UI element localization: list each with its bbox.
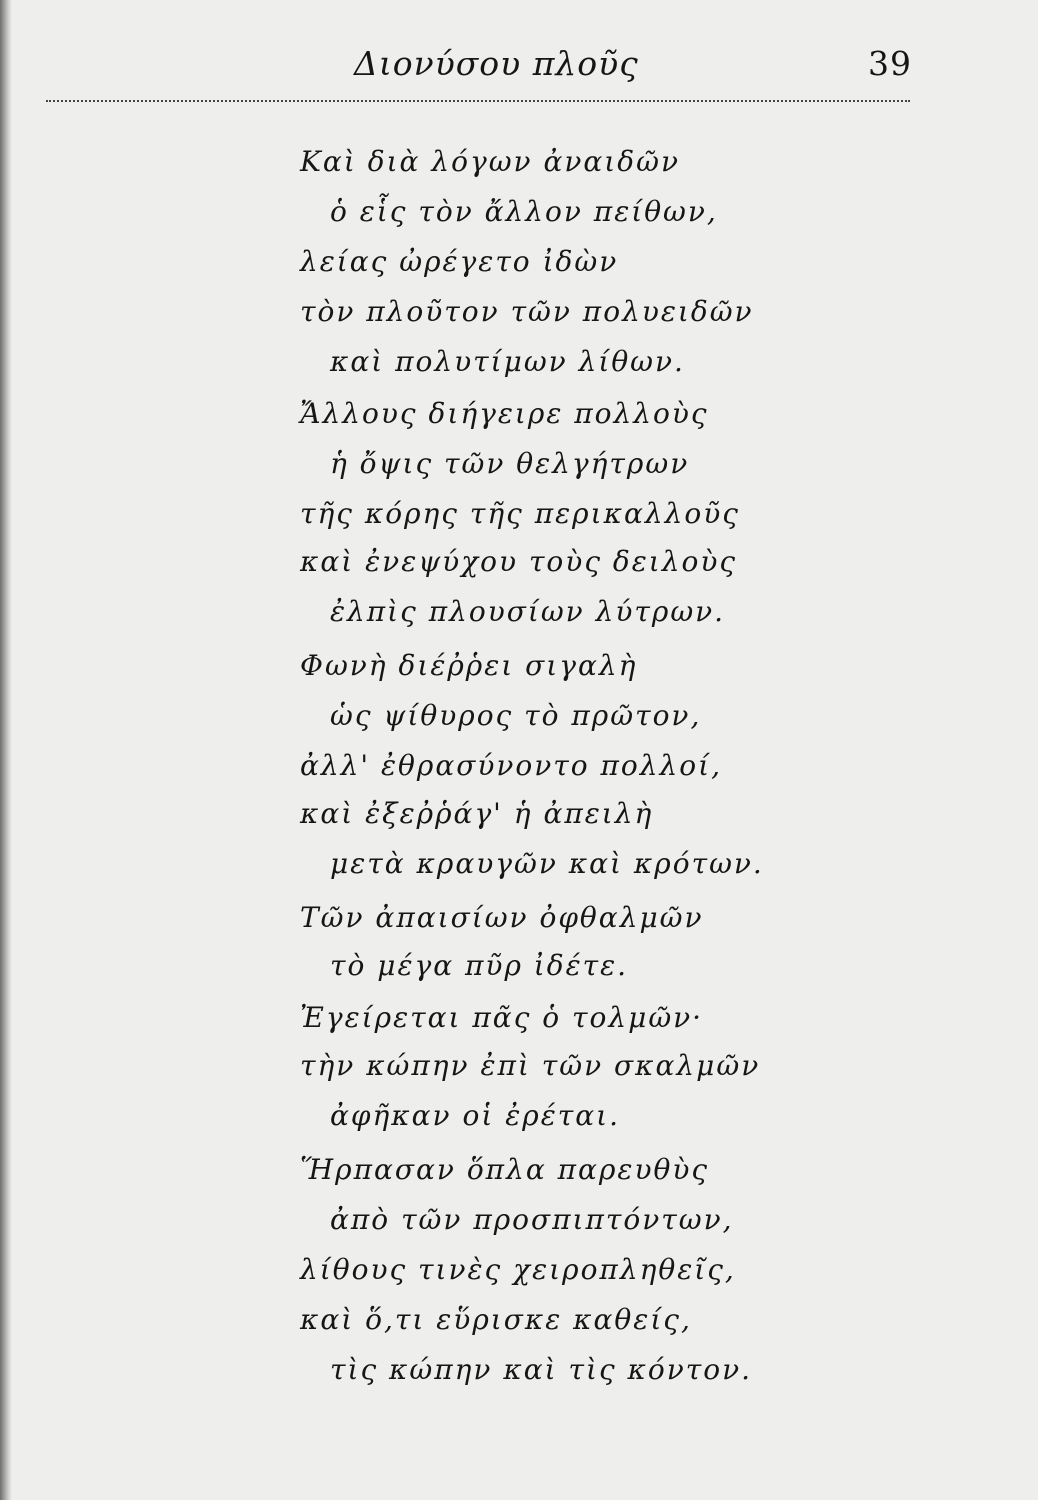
poem-line: τὴν κώπην ἐπὶ τῶν σκαλμῶν [300,1049,761,1082]
poem-line: τὸ μέγα πῦρ ἰδέτε. [330,949,629,982]
page-number: 39 [868,44,912,83]
poem-line: ἀπὸ τῶν προσπιπτόντων, [330,1203,734,1236]
poem-line: ἀφῆκαν οἱ ἐρέται. [330,1099,621,1132]
poem-line: καὶ πολυτίμων λίθων. [330,345,685,378]
poem-line: μετὰ κραυγῶν καὶ κρότων. [330,847,764,880]
poem-line: ὡς ψίθυρος τὸ πρῶτον, [330,699,702,732]
poem-line: λίθους τινὲς χειροπληθεῖς, [300,1253,736,1286]
poem-line: ἀλλ' ἐθρασύνοντο πολλοί, [300,749,723,782]
poem-line: Τῶν ἀπαισίων ὀφθαλμῶν [300,901,704,934]
poem-line: ὁ εἷς τὸν ἄλλον πείθων, [330,195,718,228]
poem-line: τὶς κώπην καὶ τὶς κόντον. [330,1353,753,1386]
poem-line: ἐλπὶς πλουσίων λύτρων. [330,595,726,628]
poem-line: καὶ ἐνεψύχου τοὺς δειλοὺς [300,545,738,578]
poem-line: τῆς κόρης τῆς περικαλλοῦς [300,497,740,530]
poem-line: Ἐγείρεται πᾶς ὁ τολμῶν· [300,1001,704,1034]
poem-line: καὶ ὅ,τι εὕρισκε καθείς, [300,1303,692,1336]
poem-line: Καὶ διὰ λόγων ἀναιδῶν [300,145,680,178]
running-title: Διονύσου πλοῦς [354,44,639,83]
poem-line: καὶ ἐξεῤῥάγ' ἡ ἀπειλὴ [300,797,654,830]
poem-line: λείας ὠρέγετο ἰδὼν [300,245,619,278]
poem-line: ἡ ὄψις τῶν θελγήτρων [330,447,690,480]
poem-line: Ἄλλους διήγειρε πολλοὺς [300,397,709,430]
poem-line: Ἥρπασαν ὅπλα παρευθὺς [300,1153,710,1186]
poem-line: Φωνὴ διέῤῥει σιγαλὴ [300,649,638,682]
poem-line: τὸν πλοῦτον τῶν πολυειδῶν [300,295,754,328]
